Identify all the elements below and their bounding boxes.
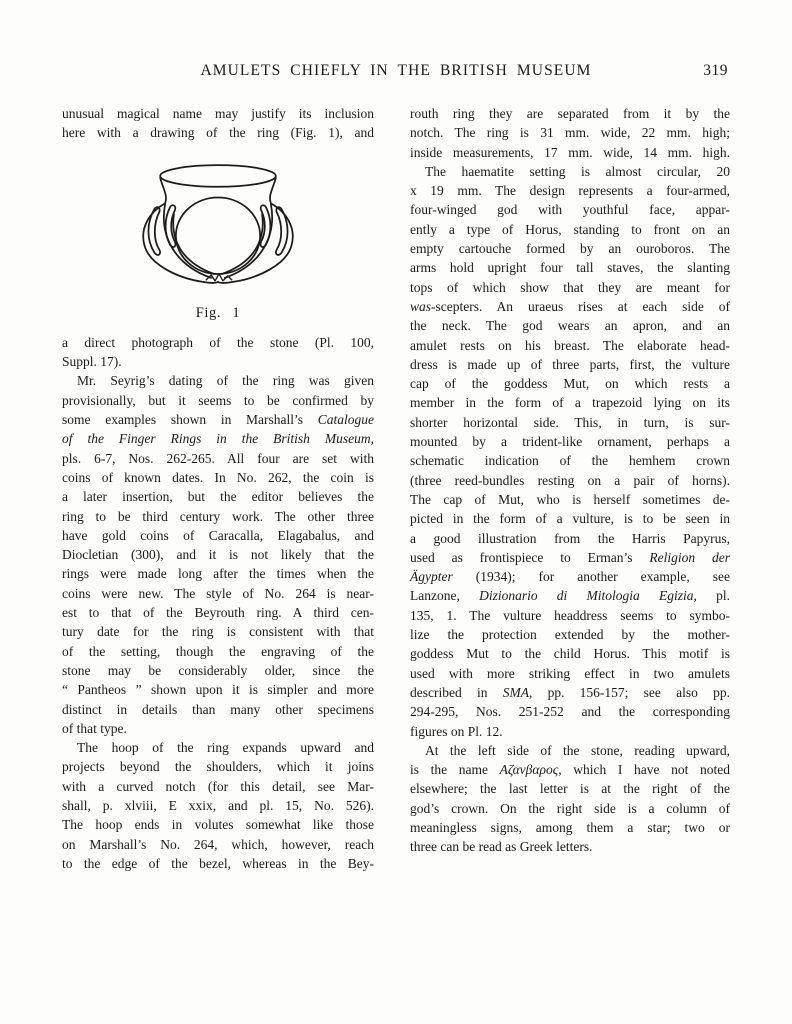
text-line: on Marshall’s No. 264, which, however, reach	[62, 836, 374, 852]
figure-caption: Fig. 1	[195, 304, 241, 321]
text-line: amulet rests on his breast. The elaborate head-	[410, 337, 730, 353]
text-line: x 19 mm. The design represents a four-armed,	[410, 183, 730, 199]
text-line: routh ring they are separated from it by the	[410, 106, 730, 121]
text-line: 135, 1. The vulture headdress seems to symbo-	[410, 607, 730, 623]
paragraph	[410, 104, 730, 162]
text-line: The hoop of the ring expands upward and	[77, 740, 374, 756]
right-column	[410, 104, 730, 873]
paragraph	[62, 371, 374, 738]
text-line: of the setting, though the engraving of the	[62, 643, 374, 659]
text-line: tops of which show that they are meant for	[410, 279, 730, 295]
figure-1	[62, 155, 374, 323]
running-head	[62, 62, 730, 84]
text-line: pls. 6-7, Nos. 262-265. All four are set with	[62, 450, 374, 466]
text-line: the neck. The god wears an apron, and an	[410, 318, 730, 334]
text-line: is the name Αζανβαρος, which I have not noted	[410, 762, 730, 778]
text-line: At the left side of the stone, reading upward,	[425, 742, 730, 758]
text-line: Ägypter (1934); for another example, see	[410, 569, 730, 585]
text-line: Suppl. 17).	[62, 354, 122, 370]
text-line: schematic indication of the hemhem crown	[410, 453, 730, 469]
text-line: Lanzone, Dizionario di Mitologia Egizia, pl.	[410, 588, 730, 604]
text-line: member in the form of a trapezoid lying on its	[410, 395, 730, 411]
text-line: meaningless signs, among them a star; two or	[410, 819, 730, 835]
text-line: rings were made long after the times when the	[62, 566, 374, 582]
text-line: god’s crown. On the right side is a column of	[410, 800, 730, 816]
text-line: a direct photograph of the stone (Pl. 100,	[62, 334, 374, 350]
text-line: Mr. Seyrig’s dating of the ring was given	[77, 373, 374, 389]
text-line: used as frontispiece to Erman’s Religion der	[410, 549, 730, 565]
text-line: with a curved notch (for this detail, see Mar-	[62, 778, 374, 794]
text-line: elsewhere; the last letter is at the right of the	[410, 781, 730, 797]
text-line: ently a type of Horus, standing to front on an	[410, 221, 730, 237]
text-line: coins were new. The style of No. 264 is near-	[62, 585, 374, 601]
text-line: figures on Pl. 12.	[410, 723, 503, 739]
text-line: “ Pantheos ” shown upon it is simpler and more	[62, 682, 374, 698]
text-line: described in SMA, pp. 156-157; see also pp.	[410, 684, 730, 700]
text-line: projects beyond the shoulders, which it joins	[62, 759, 374, 775]
text-line: The hoop ends in volutes somewhat like those	[62, 817, 374, 833]
left-column	[62, 104, 374, 873]
text-line: coins of known dates. In No. 262, the coin is	[62, 469, 374, 485]
text-line: four-winged god with youthful face, appar-	[410, 202, 730, 218]
text-line: was-scepters. An uraeus rises at each side of	[410, 298, 730, 314]
text-line: three can be read as Greek letters.	[410, 839, 593, 855]
text-line: notch. The ring is 31 mm. wide, 22 mm. high;	[410, 125, 730, 141]
text-line: The cap of Mut, who is herself sometimes de-	[410, 491, 730, 507]
paragraph	[62, 104, 374, 143]
text-line: tury date for the ring is consistent with that	[62, 624, 374, 640]
paragraph	[62, 738, 374, 873]
text-line: The haematite setting is almost circular, 20	[425, 163, 730, 179]
paragraph	[62, 333, 374, 372]
text-line: a good illustration from the Harris Papyrus,	[410, 530, 730, 546]
page-number: 319	[703, 62, 728, 79]
text-line: some examples shown in Marshall’s Catalogue	[62, 412, 374, 428]
text-line: picted in the form of a vulture, is to be seen in	[410, 511, 730, 527]
text-line: have gold coins of Caracalla, Elagabalus, and	[62, 527, 374, 543]
text-line: of the Finger Rings in the British Museum,	[62, 431, 374, 447]
paragraph	[410, 162, 730, 741]
text-line: (three reed-bundles resting on a pair of horns).	[410, 472, 730, 488]
text-line: cap of the goddess Mut, on which rests a	[410, 376, 730, 392]
text-line: 294-295, Nos. 251-252 and the corresponding	[410, 704, 730, 720]
text-line: empty cartouche formed by an ouroboros. The	[410, 241, 730, 257]
text-line: Diocletian (300), and it is not likely that the	[62, 547, 374, 563]
text-line: shall, p. xlviii, E xxix, and pl. 15, No. 526).	[62, 798, 374, 814]
text-line: shorter horizontal side. This, in turn, is sur-	[410, 414, 730, 430]
text-line: unusual magical name may justify its inclusion	[62, 106, 374, 121]
text-line: lize the protection extended by the mother-	[410, 627, 730, 643]
paragraph	[410, 741, 730, 857]
text-columns	[62, 104, 730, 873]
text-line: distinct in details than many other specimens	[62, 701, 374, 717]
text-line: here with a drawing of the ring (Fig. 1), and	[62, 125, 374, 141]
text-line: to the edge of the bezel, whereas in the Bey-	[62, 855, 374, 871]
text-line: of that type.	[62, 720, 127, 736]
text-line: goddess Mut to the child Horus. This motif is	[410, 646, 730, 662]
text-line: mounted by a trident-like ornament, perhaps a	[410, 434, 730, 450]
text-line: ring to be third century work. The other three	[62, 508, 374, 524]
text-line: dress is made up of three parts, first, the vulture	[410, 356, 730, 372]
text-line: inside measurements, 17 mm. wide, 14 mm. high.	[410, 144, 730, 160]
text-line: est to that of the Beyrouth ring. A third cen-	[62, 605, 374, 621]
text-line: provisionally, but it seems to be confirmed by	[62, 392, 374, 408]
text-line: arms hold upright four tall staves, the slanting	[410, 260, 730, 276]
text-line: stone may be considerably older, since the	[62, 662, 374, 678]
ring-drawing-illustration	[120, 155, 316, 291]
running-title: AMULETS CHIEFLY IN THE BRITISH MUSEUM	[200, 62, 592, 79]
text-line: a later insertion, but the editor believes the	[62, 489, 374, 505]
text-line: used with more striking effect in two amulets	[410, 665, 730, 681]
